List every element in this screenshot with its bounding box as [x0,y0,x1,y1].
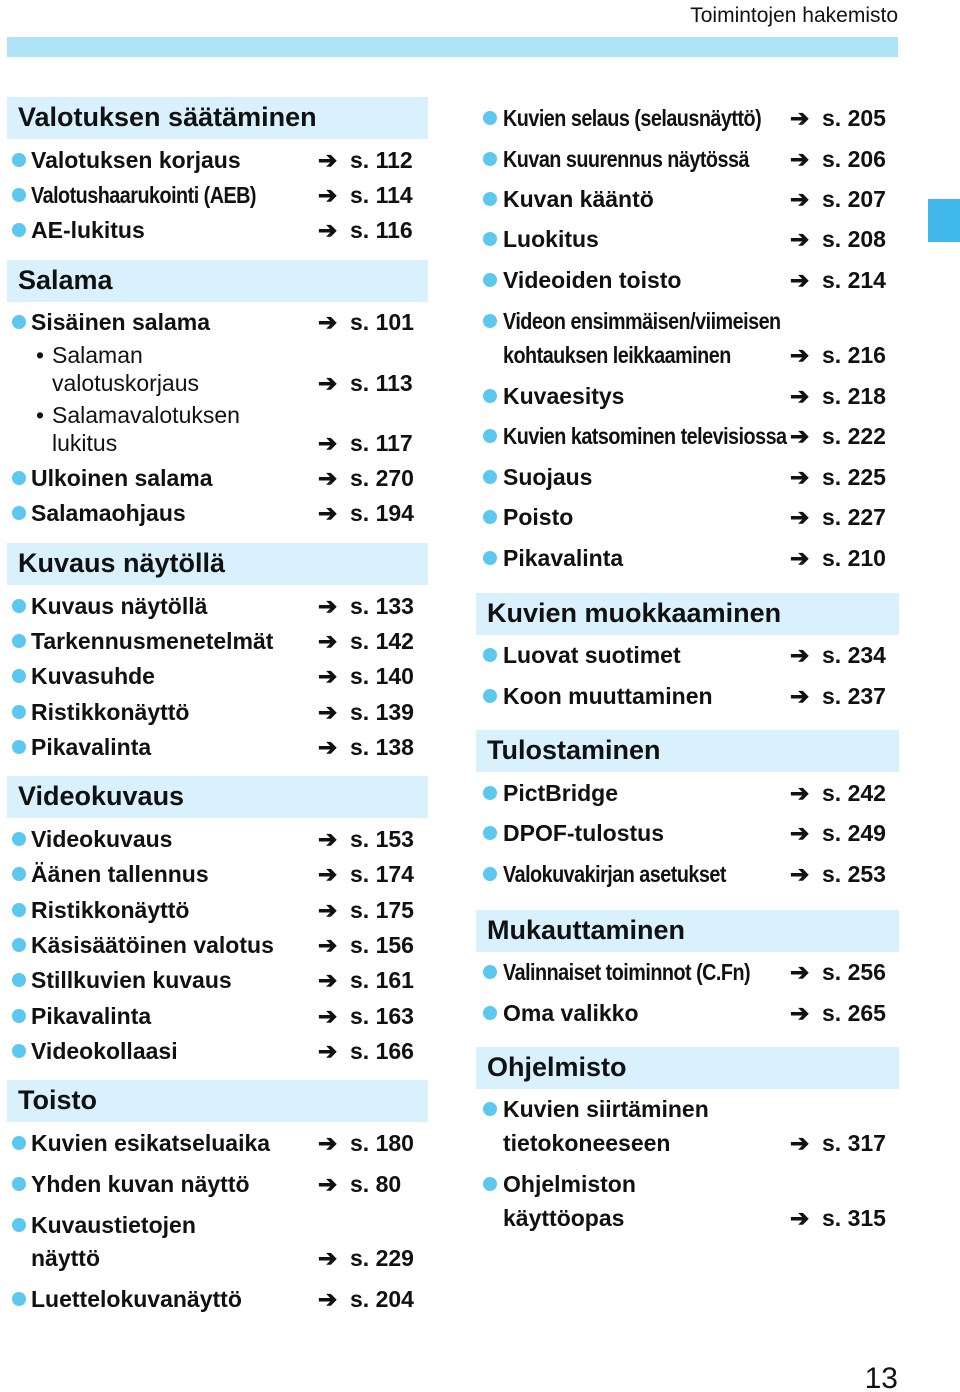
entry-label [503,861,762,888]
entry-label-text: Yhden kuvan näyttö [31,1171,250,1197]
arrow-right-icon: ➔ [318,628,338,654]
entry-label-text: Valinnaiset toiminnot (C.Fn) [503,959,751,985]
arrow-right-icon: ➔ [318,430,338,456]
arrow-right-icon: ➔ [790,861,810,887]
arrow-right-icon: ➔ [790,423,810,449]
arrow-right-icon: ➔ [790,820,810,846]
entry-label-text: Kuvan suurennus näytössä [503,146,749,172]
page-reference[interactable]: s. 265 [822,1000,886,1026]
bullet-dot [12,1292,26,1306]
page-reference[interactable]: s. 163 [350,1003,414,1029]
arrow-right-icon: ➔ [790,642,810,668]
sub-bullet: • [36,402,45,428]
entry-label [31,734,151,761]
bullet-dot [12,973,26,987]
entry-label-text: Kuvasuhde [31,663,155,689]
entry-label-text: Luettelokuvanäyttö [31,1286,242,1312]
entry-label-line2: lukitus [52,430,118,456]
entry-label-text: näyttö [31,1245,100,1271]
bullet-dot [483,826,497,840]
arrow-right-icon: ➔ [790,383,810,409]
arrow-right-icon: ➔ [790,959,810,985]
section-heading: Tulostaminen [476,730,899,772]
bullet-dot [12,867,26,881]
bullet-dot [12,1044,26,1058]
page-header-title: Toimintojen hakemisto [690,4,898,27]
arrow-right-icon: ➔ [318,1286,338,1312]
entry-label [31,217,145,244]
sub-bullet: • [36,342,45,368]
entry-label-text: Kuvaus näytöllä [31,593,208,619]
bullet-dot [483,551,497,565]
bullet-dot [483,273,497,287]
bullet-dot [483,429,497,443]
entry-label-text: Luovat suotimet [503,642,681,668]
bullet-dot [483,232,497,246]
arrow-right-icon: ➔ [318,147,338,173]
arrow-right-icon: ➔ [318,897,338,923]
page-reference[interactable]: s. 210 [822,545,886,571]
bullet-dot [483,689,497,703]
entry-label-text: Kuvien siirtäminen [503,1096,709,1122]
arrow-right-icon: ➔ [318,370,338,396]
bullet-dot [483,152,497,166]
bullet-dot [483,314,497,328]
entry-label-text: Koon muuttaminen [503,683,713,709]
page-reference[interactable]: s. 253 [822,861,886,887]
entry-label-text: Poisto [503,504,574,530]
entry-label-text: Kuvaesitys [503,383,625,409]
arrow-right-icon: ➔ [318,1130,338,1156]
page-reference[interactable]: s. 218 [822,383,886,409]
entry-label-text: Ulkoinen salama [31,465,213,491]
page-reference[interactable]: s. 234 [822,642,886,668]
page-reference[interactable]: s. 227 [822,504,886,530]
entry-label [31,897,189,924]
entry-label [31,1130,270,1157]
bullet-dot [12,188,26,202]
entry-label [31,1038,178,1065]
arrow-right-icon: ➔ [790,342,810,368]
arrow-right-icon: ➔ [790,780,810,806]
page-reference[interactable]: s. 114 [350,182,413,208]
bullet-dot [12,315,26,329]
arrow-right-icon: ➔ [790,105,810,131]
entry-label [31,1003,151,1030]
page-reference[interactable]: s. 161 [350,967,414,993]
entry-label-text: Äänen tallennus [31,861,209,887]
page-reference[interactable]: s. 166 [350,1038,414,1064]
entry-label [503,1096,709,1123]
page-reference[interactable]: s. 116 [350,217,413,243]
page-reference[interactable]: s. 208 [822,226,886,252]
entry-label [503,642,681,669]
entry-label [503,1171,636,1198]
arrow-right-icon: ➔ [318,663,338,689]
bullet-dot [12,506,26,520]
arrow-right-icon: ➔ [318,826,338,852]
arrow-right-icon: ➔ [790,1130,810,1156]
entry-label [31,932,274,959]
entry-label [31,663,155,690]
page-reference[interactable]: s. 140 [350,663,414,689]
page-reference[interactable]: s. 256 [822,959,886,985]
bullet-dot [12,832,26,846]
entry-label-line2 [503,1205,624,1232]
page-reference[interactable]: s. 237 [822,683,886,709]
page-reference[interactable]: s. 139 [350,699,414,725]
entry-label-text: Salamaohjaus [31,500,186,526]
page-reference[interactable]: s. 204 [350,1286,414,1312]
arrow-right-icon: ➔ [318,699,338,725]
entry-label-line2: valotuskorjaus [52,370,200,396]
entry-label [503,267,681,294]
bullet-dot [483,965,497,979]
bullet-dot [12,740,26,754]
entry-label [503,186,654,213]
header-bar [7,37,898,57]
page-number: 13 [864,1362,898,1392]
arrow-right-icon: ➔ [790,1000,810,1026]
page-reference[interactable]: s. 242 [822,780,886,806]
entry-label-text: Tarkennusmenetelmät [31,628,274,654]
bullet-dot [483,1006,497,1020]
entry-label [503,464,592,491]
entry-label [503,105,803,132]
entry-label-text: Ohjelmiston [503,1171,636,1197]
page-reference[interactable]: s. 112 [350,147,413,173]
arrow-right-icon: ➔ [318,465,338,491]
entry-label [31,1171,250,1198]
entry-label-text: Käsisäätöinen valotus [31,932,274,958]
section-heading: Valotuksen säätäminen [7,97,428,139]
page-reference[interactable]: s. 270 [350,465,414,491]
arrow-right-icon: ➔ [790,146,810,172]
arrow-right-icon: ➔ [790,545,810,571]
bullet-dot [12,669,26,683]
arrow-right-icon: ➔ [790,267,810,293]
entry-label [503,146,789,173]
page-reference[interactable]: s. 180 [350,1130,414,1156]
entry-label-text: Videokollaasi [31,1038,178,1064]
entry-label [31,628,273,655]
page-reference[interactable]: s. 174 [350,861,414,887]
entry-label-text: Ristikkonäyttö [31,897,190,923]
entry-label [31,699,189,726]
arrow-right-icon: ➔ [790,226,810,252]
arrow-right-icon: ➔ [790,186,810,212]
entry-label-text: tietokoneeseen [503,1130,671,1156]
entry-label [503,545,623,572]
entry-label-text: Videokuvaus [31,826,173,852]
bullet-dot [483,192,497,206]
entry-label [503,780,618,807]
entry-label [31,500,186,527]
arrow-right-icon: ➔ [318,182,338,208]
page-reference[interactable]: s. 156 [350,932,414,958]
arrow-right-icon: ➔ [790,504,810,530]
entry-label-text: Valotushaarukointi (AEB) [31,182,257,208]
entry-label-text: Ristikkonäyttö [31,699,190,725]
bullet-dot [483,111,497,125]
entry-label-text: Kuvien esikatseluaika [31,1130,271,1156]
bullet-dot [12,471,26,485]
arrow-right-icon: ➔ [318,1038,338,1064]
bullet-dot [483,648,497,662]
entry-label-text: Videon ensimmäisen/viimeisen [503,308,781,334]
page-reference[interactable]: s. 142 [350,628,414,654]
section-heading: Mukauttaminen [476,910,899,952]
entry-label-line2 [503,342,768,369]
entry-label [31,465,213,492]
section-heading: Toisto [7,1080,428,1122]
entry-label-text: Pikavalinta [31,734,152,760]
entry-label [503,959,790,986]
section-heading: Ohjelmisto [476,1047,899,1089]
page-reference[interactable]: s. 315 [822,1205,886,1231]
page-reference[interactable]: s. 153 [350,826,414,852]
bullet-dot [12,599,26,613]
entry-label: Salaman [52,342,143,368]
bullet-dot [12,223,26,237]
entry-label-text: Pikavalinta [31,1003,152,1029]
page-reference[interactable]: s. 194 [350,500,414,526]
entry-label [31,1286,242,1313]
page-reference[interactable]: s. 138 [350,734,414,760]
entry-label-text: Sisäinen salama [31,309,210,335]
entry-label-text: Suojaus [503,464,593,490]
arrow-right-icon: ➔ [790,1205,810,1231]
bullet-dot [483,1177,497,1191]
entry-label-text: Luokitus [503,226,599,252]
entry-label [31,967,232,994]
entry-label-text: Stillkuvien kuvaus [31,967,232,993]
bullet-dot [12,903,26,917]
arrow-right-icon: ➔ [790,464,810,490]
entry-label [31,182,293,209]
page-reference[interactable]: s. 207 [822,186,886,212]
page-reference[interactable]: s. 249 [822,820,886,846]
entry-label-line2 [31,1245,100,1272]
entry-label [503,423,833,450]
bullet-dot [483,510,497,524]
entry-label [503,1000,639,1027]
entry-label [503,308,826,335]
section-heading: Kuvien muokkaaminen [476,593,899,635]
section-heading: Salama [7,260,428,302]
bullet-dot [12,153,26,167]
page-reference[interactable]: s. 317 [822,1130,886,1156]
arrow-right-icon: ➔ [318,500,338,526]
entry-label-text: PictBridge [503,780,619,806]
entry-label-text: Oma valikko [503,1000,639,1026]
page-reference[interactable]: s. 175 [350,897,414,923]
entry-label-text: AE-lukitus [31,217,145,243]
entry-label [31,861,209,888]
entry-label-text: kohtauksen leikkaaminen [503,342,731,368]
entry-label-text: Kuvaustietojen [31,1212,196,1238]
bullet-dot [12,1009,26,1023]
arrow-right-icon: ➔ [318,967,338,993]
page-reference[interactable]: s. 205 [822,105,886,131]
entry-label-text: Kuvan kääntö [503,186,654,212]
arrow-right-icon: ➔ [318,217,338,243]
page-reference[interactable]: s. 216 [822,342,886,368]
entry-label [31,1212,196,1239]
page-reference[interactable]: s. 214 [822,267,886,293]
page-reference[interactable]: s. 229 [350,1245,414,1271]
entry-label-text: Kuvien katsominen televisiossa [503,423,787,449]
entry-label-text: Kuvien selaus (selausnäyttö) [503,105,762,131]
arrow-right-icon: ➔ [318,309,338,335]
arrow-right-icon: ➔ [318,861,338,887]
entry-label-text: Videoiden toisto [503,267,682,293]
entry-label [503,683,713,710]
page-reference[interactable]: s. 101 [350,309,414,335]
entry-label [503,383,624,410]
entry-label [503,820,664,847]
arrow-right-icon: ➔ [318,1245,338,1271]
page-reference[interactable]: s. 206 [822,146,886,172]
arrow-right-icon: ➔ [318,1003,338,1029]
entry-label [31,826,172,853]
chapter-tab-marker [928,199,960,242]
arrow-right-icon: ➔ [318,932,338,958]
entry-label [503,504,573,531]
entry-label: Salamavalotuksen [52,402,240,428]
section-heading: Videokuvaus [7,776,428,818]
bullet-dot [12,1177,26,1191]
bullet-dot [483,867,497,881]
page-reference[interactable]: s. 222 [822,423,886,449]
bullet-dot [483,786,497,800]
arrow-right-icon: ➔ [318,734,338,760]
arrow-right-icon: ➔ [790,683,810,709]
entry-label [31,309,210,336]
section-heading: Kuvaus näytöllä [7,543,428,585]
entry-label-text: Valotuksen korjaus [31,147,241,173]
bullet-dot [12,634,26,648]
page-reference[interactable]: s. 80 [350,1171,402,1197]
arrow-right-icon: ➔ [318,593,338,619]
page-reference[interactable]: s. 225 [822,464,886,490]
bullet-dot [12,1218,26,1232]
bullet-dot [12,1136,26,1150]
bullet-dot [12,938,26,952]
bullet-dot [483,470,497,484]
entry-label-text: käyttöopas [503,1205,625,1231]
bullet-dot [483,1102,497,1116]
entry-label [503,226,599,253]
page-reference[interactable]: s. 133 [350,593,414,619]
page-reference[interactable]: s. 117 [350,430,413,456]
entry-label-text: Pikavalinta [503,545,624,571]
bullet-dot [483,389,497,403]
bullet-dot [12,705,26,719]
entry-label-text: Valokuvakirjan asetukset [503,861,726,887]
entry-label [31,593,207,620]
arrow-right-icon: ➔ [318,1171,338,1197]
entry-label-text: DPOF-tulostus [503,820,664,846]
page-reference[interactable]: s. 113 [350,370,413,396]
entry-label-line2 [503,1130,670,1157]
entry-label [31,147,241,174]
